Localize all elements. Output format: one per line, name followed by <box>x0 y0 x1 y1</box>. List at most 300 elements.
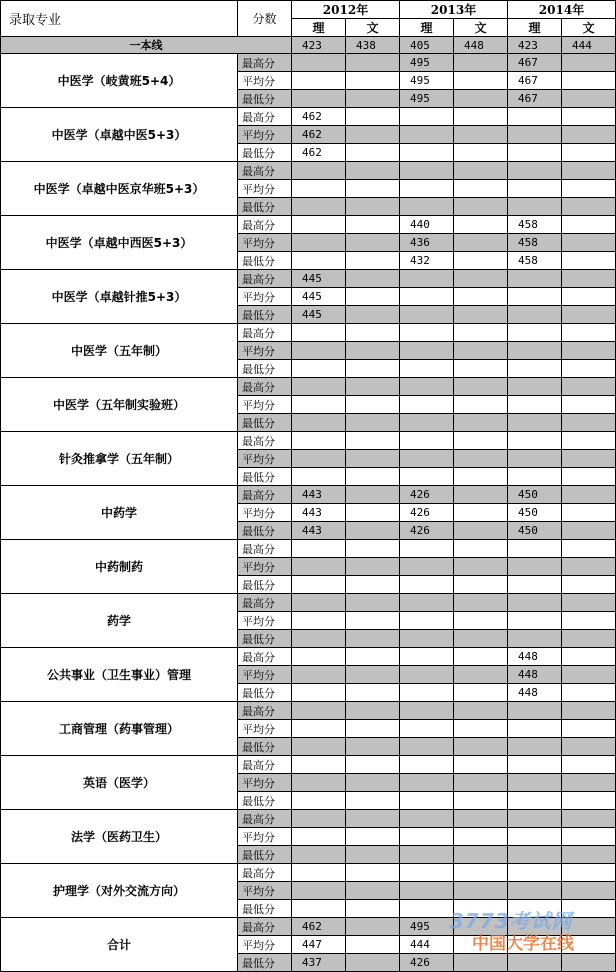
score-cell <box>508 756 562 774</box>
score-cell <box>346 234 400 252</box>
score-cell: 467 <box>508 90 562 108</box>
score-cell <box>454 540 508 558</box>
score-cell <box>508 162 562 180</box>
score-cell <box>562 522 616 540</box>
score-type-label: 最低分 <box>238 252 292 270</box>
score-cell <box>400 612 454 630</box>
score-cell <box>292 738 346 756</box>
score-cell <box>400 576 454 594</box>
score-type-label: 平均分 <box>238 234 292 252</box>
score-cell: 450 <box>508 504 562 522</box>
major-name: 中医学（岐黄班5+4） <box>1 54 238 108</box>
major-name: 中医学（卓越中西医5+3） <box>1 216 238 270</box>
score-cell <box>508 450 562 468</box>
score-cell <box>508 918 562 936</box>
score-cell <box>292 900 346 918</box>
score-cell <box>454 360 508 378</box>
score-cell <box>400 666 454 684</box>
score-cell <box>562 396 616 414</box>
score-type-label: 平均分 <box>238 666 292 684</box>
score-cell <box>508 630 562 648</box>
score-cell <box>562 756 616 774</box>
score-cell <box>292 72 346 90</box>
score-cell <box>562 378 616 396</box>
score-cell <box>346 576 400 594</box>
score-type-label: 最低分 <box>238 900 292 918</box>
score-cell <box>562 882 616 900</box>
score-cell <box>454 396 508 414</box>
score-cell <box>562 450 616 468</box>
score-cell: 426 <box>400 486 454 504</box>
score-cell <box>346 72 400 90</box>
score-cell <box>562 540 616 558</box>
score-cell <box>562 288 616 306</box>
score-cell: 445 <box>292 270 346 288</box>
score-cell <box>400 342 454 360</box>
score-cell <box>292 54 346 72</box>
score-cell <box>346 954 400 972</box>
score-cell <box>508 846 562 864</box>
score-cell <box>346 774 400 792</box>
score-cell <box>454 558 508 576</box>
score-cell <box>346 612 400 630</box>
score-cell <box>562 720 616 738</box>
score-cell <box>508 342 562 360</box>
score-row <box>1 810 616 828</box>
score-cell <box>508 810 562 828</box>
score-cell <box>508 882 562 900</box>
score-cell <box>562 234 616 252</box>
score-cell <box>400 108 454 126</box>
score-cell <box>400 432 454 450</box>
score-cell: 458 <box>508 252 562 270</box>
baseline-label: 一本线 <box>1 37 292 54</box>
score-cell <box>400 738 454 756</box>
score-cell <box>346 270 400 288</box>
score-cell <box>400 198 454 216</box>
score-cell <box>454 936 508 954</box>
score-cell <box>562 180 616 198</box>
science-header: 理 <box>400 19 454 37</box>
score-cell <box>562 918 616 936</box>
score-cell <box>454 108 508 126</box>
major-name: 中药制药 <box>1 540 238 594</box>
score-cell <box>346 378 400 396</box>
score-cell <box>400 684 454 702</box>
major-name: 中医学（卓越中医5+3） <box>1 108 238 162</box>
score-cell <box>292 576 346 594</box>
score-type-label: 最高分 <box>238 702 292 720</box>
score-cell <box>346 738 400 756</box>
score-cell <box>400 810 454 828</box>
score-cell <box>454 720 508 738</box>
score-cell <box>454 576 508 594</box>
score-cell <box>508 594 562 612</box>
score-type-label: 最低分 <box>238 90 292 108</box>
score-cell <box>454 756 508 774</box>
score-type-label: 平均分 <box>238 720 292 738</box>
score-type-label: 最低分 <box>238 198 292 216</box>
score-row <box>1 54 616 72</box>
score-cell <box>400 360 454 378</box>
score-cell: 447 <box>292 936 346 954</box>
baseline-value: 423 <box>292 37 346 54</box>
score-cell <box>346 846 400 864</box>
score-type-label: 最低分 <box>238 684 292 702</box>
score-cell <box>400 540 454 558</box>
score-cell: 462 <box>292 108 346 126</box>
score-cell <box>562 162 616 180</box>
score-row <box>1 594 616 612</box>
score-cell <box>346 648 400 666</box>
score-cell <box>292 378 346 396</box>
score-cell <box>400 468 454 486</box>
score-type-label: 最高分 <box>238 162 292 180</box>
score-cell <box>508 126 562 144</box>
score-cell <box>400 144 454 162</box>
score-cell <box>562 216 616 234</box>
score-cell <box>562 828 616 846</box>
score-cell <box>562 846 616 864</box>
score-cell <box>562 72 616 90</box>
score-type-label: 平均分 <box>238 180 292 198</box>
score-cell: 426 <box>400 522 454 540</box>
score-cell <box>346 864 400 882</box>
score-cell <box>346 900 400 918</box>
score-cell <box>454 612 508 630</box>
score-cell <box>292 162 346 180</box>
arts-header: 文 <box>454 19 508 37</box>
score-type-label: 平均分 <box>238 882 292 900</box>
score-cell <box>508 558 562 576</box>
score-cell <box>508 144 562 162</box>
score-cell <box>454 378 508 396</box>
score-cell <box>454 288 508 306</box>
score-type-label: 最低分 <box>238 468 292 486</box>
score-cell <box>454 684 508 702</box>
major-name: 合计 <box>1 918 238 972</box>
score-type-label: 平均分 <box>238 558 292 576</box>
score-cell <box>562 270 616 288</box>
score-type-label: 平均分 <box>238 828 292 846</box>
score-cell: 445 <box>292 288 346 306</box>
score-type-label: 最高分 <box>238 918 292 936</box>
score-cell <box>562 342 616 360</box>
score-cell <box>292 360 346 378</box>
score-cell: 495 <box>400 72 454 90</box>
score-cell <box>346 630 400 648</box>
score-cell <box>400 162 454 180</box>
score-cell <box>454 864 508 882</box>
major-name: 公共事业（卫生事业）管理 <box>1 648 238 702</box>
score-cell: 462 <box>292 144 346 162</box>
score-cell <box>562 792 616 810</box>
score-cell: 426 <box>400 954 454 972</box>
score-cell <box>454 252 508 270</box>
arts-header: 文 <box>346 19 400 37</box>
score-cell <box>292 90 346 108</box>
score-cell <box>346 684 400 702</box>
score-type-label: 最低分 <box>238 630 292 648</box>
score-row <box>1 918 616 936</box>
score-cell <box>454 648 508 666</box>
score-type-label: 最低分 <box>238 144 292 162</box>
score-cell <box>400 414 454 432</box>
baseline-value: 405 <box>400 37 454 54</box>
score-cell <box>508 108 562 126</box>
score-column-header: 分数 <box>238 1 292 37</box>
year-header-2012: 2012年 <box>292 1 400 19</box>
score-cell: 467 <box>508 72 562 90</box>
score-cell <box>292 432 346 450</box>
science-header: 理 <box>292 19 346 37</box>
score-cell <box>562 90 616 108</box>
score-cell <box>562 936 616 954</box>
score-cell <box>508 828 562 846</box>
score-cell <box>400 630 454 648</box>
score-cell <box>454 738 508 756</box>
score-row <box>1 216 616 234</box>
score-cell <box>454 306 508 324</box>
score-cell <box>562 738 616 756</box>
score-row <box>1 702 616 720</box>
score-cell <box>508 702 562 720</box>
score-cell <box>562 324 616 342</box>
score-cell <box>562 810 616 828</box>
major-name: 中药学 <box>1 486 238 540</box>
score-type-label: 平均分 <box>238 774 292 792</box>
score-cell <box>454 162 508 180</box>
score-cell <box>454 450 508 468</box>
score-cell <box>562 486 616 504</box>
major-name: 工商管理（药事管理） <box>1 702 238 756</box>
score-cell <box>562 414 616 432</box>
score-cell <box>454 900 508 918</box>
score-cell <box>346 702 400 720</box>
score-cell <box>454 270 508 288</box>
score-cell <box>346 558 400 576</box>
score-cell <box>400 306 454 324</box>
score-type-label: 最高分 <box>238 810 292 828</box>
score-cell <box>508 936 562 954</box>
score-type-label: 最低分 <box>238 306 292 324</box>
score-cell <box>346 198 400 216</box>
score-cell <box>508 540 562 558</box>
score-type-label: 平均分 <box>238 450 292 468</box>
score-cell <box>346 54 400 72</box>
major-name: 中医学（卓越中医京华班5+3） <box>1 162 238 216</box>
score-type-label: 最高分 <box>238 216 292 234</box>
score-cell <box>454 486 508 504</box>
score-type-label: 最低分 <box>238 522 292 540</box>
score-cell <box>562 108 616 126</box>
score-cell <box>508 738 562 756</box>
score-cell <box>346 126 400 144</box>
score-cell <box>400 792 454 810</box>
watermark-line1: 3773考试网 <box>450 909 573 933</box>
score-cell: 495 <box>400 90 454 108</box>
major-name: 法学（医药卫生） <box>1 810 238 864</box>
score-cell <box>454 792 508 810</box>
score-cell <box>400 378 454 396</box>
score-cell <box>292 882 346 900</box>
score-type-label: 最高分 <box>238 432 292 450</box>
year-header-2013: 2013年 <box>400 1 508 19</box>
score-cell <box>508 396 562 414</box>
score-cell <box>292 468 346 486</box>
score-cell <box>346 666 400 684</box>
score-type-label: 最低分 <box>238 738 292 756</box>
score-cell <box>346 360 400 378</box>
score-cell <box>346 216 400 234</box>
score-cell <box>346 468 400 486</box>
score-cell <box>508 612 562 630</box>
score-cell <box>508 180 562 198</box>
score-cell <box>454 630 508 648</box>
score-cell <box>562 576 616 594</box>
science-header: 理 <box>508 19 562 37</box>
arts-header: 文 <box>562 19 616 37</box>
score-cell <box>562 468 616 486</box>
score-type-label: 平均分 <box>238 288 292 306</box>
year-header-2014: 2014年 <box>508 1 616 19</box>
score-cell <box>292 846 346 864</box>
score-cell <box>292 252 346 270</box>
score-type-label: 最高分 <box>238 324 292 342</box>
score-cell <box>562 594 616 612</box>
score-cell <box>346 720 400 738</box>
score-cell <box>562 954 616 972</box>
score-cell <box>508 468 562 486</box>
score-type-label: 最低分 <box>238 792 292 810</box>
score-cell <box>292 198 346 216</box>
score-cell <box>346 342 400 360</box>
score-cell <box>346 396 400 414</box>
score-cell <box>346 108 400 126</box>
score-cell: 448 <box>508 684 562 702</box>
score-cell <box>346 306 400 324</box>
score-cell <box>454 468 508 486</box>
score-type-label: 最低分 <box>238 576 292 594</box>
score-cell <box>346 792 400 810</box>
score-cell: 448 <box>508 666 562 684</box>
score-cell: 444 <box>400 936 454 954</box>
score-cell <box>454 90 508 108</box>
score-type-label: 最高分 <box>238 378 292 396</box>
score-cell <box>292 234 346 252</box>
score-cell <box>292 414 346 432</box>
score-cell <box>400 846 454 864</box>
baseline-value: 444 <box>562 37 616 54</box>
score-cell: 495 <box>400 918 454 936</box>
score-cell <box>346 504 400 522</box>
score-cell <box>454 846 508 864</box>
score-cell <box>400 558 454 576</box>
score-cell <box>346 918 400 936</box>
score-cell <box>292 720 346 738</box>
score-row <box>1 540 616 558</box>
score-cell <box>508 414 562 432</box>
score-row <box>1 432 616 450</box>
score-cell <box>400 720 454 738</box>
major-name: 中医学（卓越针推5+3） <box>1 270 238 324</box>
score-cell <box>346 828 400 846</box>
score-cell <box>292 612 346 630</box>
score-cell <box>292 180 346 198</box>
major-name: 针灸推拿学（五年制） <box>1 432 238 486</box>
score-cell <box>400 450 454 468</box>
score-cell <box>562 252 616 270</box>
score-type-label: 平均分 <box>238 936 292 954</box>
score-cell <box>454 594 508 612</box>
score-cell <box>400 180 454 198</box>
score-cell <box>508 720 562 738</box>
score-cell <box>454 432 508 450</box>
score-cell: 495 <box>400 54 454 72</box>
score-cell <box>508 900 562 918</box>
score-cell <box>562 306 616 324</box>
score-cell <box>562 864 616 882</box>
score-type-label: 最高分 <box>238 756 292 774</box>
score-cell <box>346 594 400 612</box>
score-cell <box>400 828 454 846</box>
baseline-row <box>1 37 616 54</box>
score-type-label: 最高分 <box>238 864 292 882</box>
score-cell <box>400 270 454 288</box>
score-cell <box>292 828 346 846</box>
score-cell: 458 <box>508 216 562 234</box>
score-cell <box>346 882 400 900</box>
score-row <box>1 864 616 882</box>
score-cell <box>400 648 454 666</box>
score-cell <box>454 198 508 216</box>
score-type-label: 最高分 <box>238 648 292 666</box>
score-cell <box>346 450 400 468</box>
score-cell <box>508 288 562 306</box>
score-cell <box>346 324 400 342</box>
score-cell <box>346 756 400 774</box>
score-cell <box>346 432 400 450</box>
score-cell <box>454 126 508 144</box>
score-cell <box>346 252 400 270</box>
score-cell <box>346 90 400 108</box>
score-cell <box>508 954 562 972</box>
score-cell <box>562 126 616 144</box>
score-cell <box>400 864 454 882</box>
score-cell <box>292 774 346 792</box>
score-cell <box>346 486 400 504</box>
score-cell <box>454 828 508 846</box>
score-row <box>1 378 616 396</box>
score-cell <box>400 774 454 792</box>
score-cell <box>562 648 616 666</box>
score-type-label: 最高分 <box>238 270 292 288</box>
baseline-value: 438 <box>346 37 400 54</box>
major-name: 中医学（五年制实验班） <box>1 378 238 432</box>
score-type-label: 平均分 <box>238 72 292 90</box>
major-name: 护理学（对外交流方向） <box>1 864 238 918</box>
score-cell: 462 <box>292 126 346 144</box>
score-type-label: 最低分 <box>238 360 292 378</box>
score-cell <box>562 612 616 630</box>
score-type-label: 最高分 <box>238 486 292 504</box>
major-name: 中医学（五年制） <box>1 324 238 378</box>
score-cell <box>292 216 346 234</box>
score-cell <box>292 648 346 666</box>
score-cell <box>292 702 346 720</box>
score-type-label: 最低分 <box>238 846 292 864</box>
score-cell: 436 <box>400 234 454 252</box>
